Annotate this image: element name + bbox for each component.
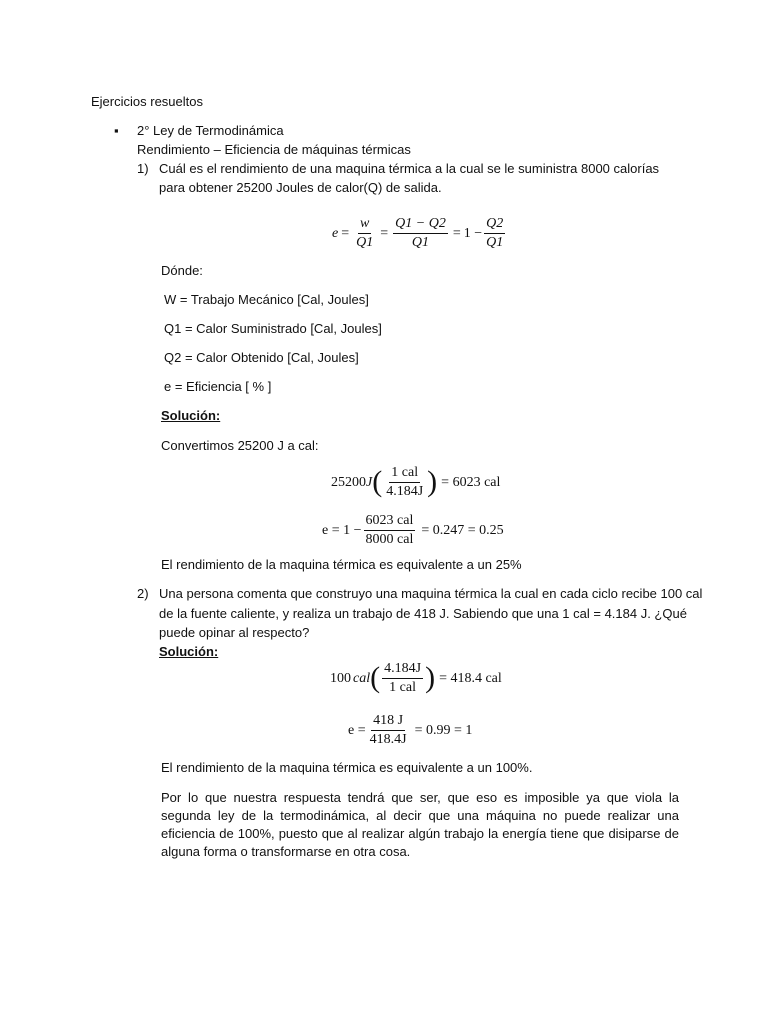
exercise-2-solution-label: Solución: [159,644,219,659]
conversion-2-fraction [382,661,423,696]
definition-work: W = Trabajo Mecánico [Cal, Joules] [164,292,369,307]
exercise-1-statement-line-1: Cuál es el rendimiento de una maquina térmica a la cual se le suministra 8000 calorías [159,161,660,176]
definition-heat-obtained: Q2 = Calor Obtenido [Cal, Joules] [164,350,359,365]
right-paren-2: ) [425,661,436,694]
eff-1-lhs: e = 1 − [322,522,362,538]
final-paragraph: Por lo que nuestra respuesta tendrá que ser, que eso es imposible ya que viola la segunda ley de la termodinámica, al decir que una máquina no puede realizar una eficiencia de 100%, puesto que al realizar algún trabajo la energía tiene que disiparse de alguna forma o transformarse en otra cosa. [161,790,679,859]
eff-1-denominator: 8000 cal [365,531,414,547]
formula-fraction-3-denominator: Q1 [486,234,504,250]
conversion-1-denominator: 4.184J [386,483,424,499]
formula-fraction-2-numerator: Q1 − Q2 [393,216,448,234]
formula-equals-2: = [380,225,389,241]
eff-1-numerator: 6023 cal [364,513,416,531]
formula-fraction-q1-q2 [393,216,448,251]
formula-fraction-q2-q1 [484,216,505,251]
definition-heat-supplied: Q1 = Calor Suministrado [Cal, Joules] [164,321,382,336]
eff-2-lhs: e = [348,722,366,738]
left-paren-2: ( [370,661,381,694]
eff-2-result: = 0.99 = 1 [414,722,473,738]
conversion-1-numerator: 1 cal [389,465,420,483]
eff-2-numerator: 418 J [371,713,405,731]
exercise-2-number: 2) [137,586,149,601]
formula-fraction-w-q1 [354,216,375,251]
document-title: Ejercicios resueltos [91,94,203,109]
donde-label: Dónde: [161,263,203,278]
formula-lhs: e [332,225,339,241]
exercise-1-solution-label: Solución: [161,408,221,423]
conversion-1-value: 25200 [331,474,366,490]
conversion-2-result: = 418.4 cal [439,670,502,686]
efficiency-formula [332,213,507,253]
formula-equals-3: = [452,225,461,241]
conversion-2-numerator: 4.184J [382,661,423,679]
conversion-2-unit: cal [353,670,371,686]
formula-fraction-1-denominator: Q1 [356,234,374,250]
bullet-icon: ▪ [114,123,119,138]
eff-2-fraction [368,713,409,748]
conversion-1-result: = 6023 cal [441,474,501,490]
conversion-1-unit: J [366,474,373,490]
conversion-equation-1 [331,462,500,502]
formula-fraction-2-denominator: Q1 [411,234,430,250]
conversion-2-denominator: 1 cal [389,679,416,695]
topic-heading: 2° Ley de Termodinámica [137,123,284,138]
subtopic-heading: Rendimiento – Eficiencia de máquinas térmicas [137,142,411,157]
formula-one-minus: 1 − [463,225,483,241]
exercise-1-statement-line-2: para obtener 25200 Joules de calor(Q) de salida. [159,180,442,195]
exercise-1-conclusion: El rendimiento de la maquina térmica es equivalente a un 25% [161,557,522,572]
efficiency-calculation-1 [322,510,504,550]
formula-fraction-1-numerator: w [358,216,371,234]
definition-efficiency: e = Eficiencia [ % ] [164,379,272,394]
conversion-2-value: 100 [330,670,351,686]
conversion-1-fraction [384,465,425,500]
left-paren: ( [372,465,383,498]
exercise-2-statement-line-3: puede opinar al respecto? [159,625,310,640]
exercise-2-statement-line-1: Una persona comenta que construyo una maquina térmica la cual en cada ciclo recibe 100 cal [159,586,703,601]
eff-1-fraction [364,513,416,548]
conversion-equation-2 [330,658,502,698]
formula-fraction-3-numerator: Q2 [484,216,505,234]
eff-2-denominator: 418.4J [369,731,407,747]
eff-1-result: = 0.247 = 0.25 [421,522,504,538]
efficiency-calculation-2 [348,710,472,750]
exercise-2-statement-line-2: de la fuente caliente, y realiza un trabajo de 418 J. Sabiendo que una 1 cal = 4.184 J. ¿Qué [159,606,687,621]
exercise-1-number: 1) [137,161,149,176]
right-paren: ) [427,465,438,498]
conversion-intro: Convertimos 25200 J a cal: [161,438,319,453]
formula-equals: = [341,225,350,241]
exercise-2-conclusion: El rendimiento de la maquina térmica es equivalente a un 100%. [161,760,533,775]
